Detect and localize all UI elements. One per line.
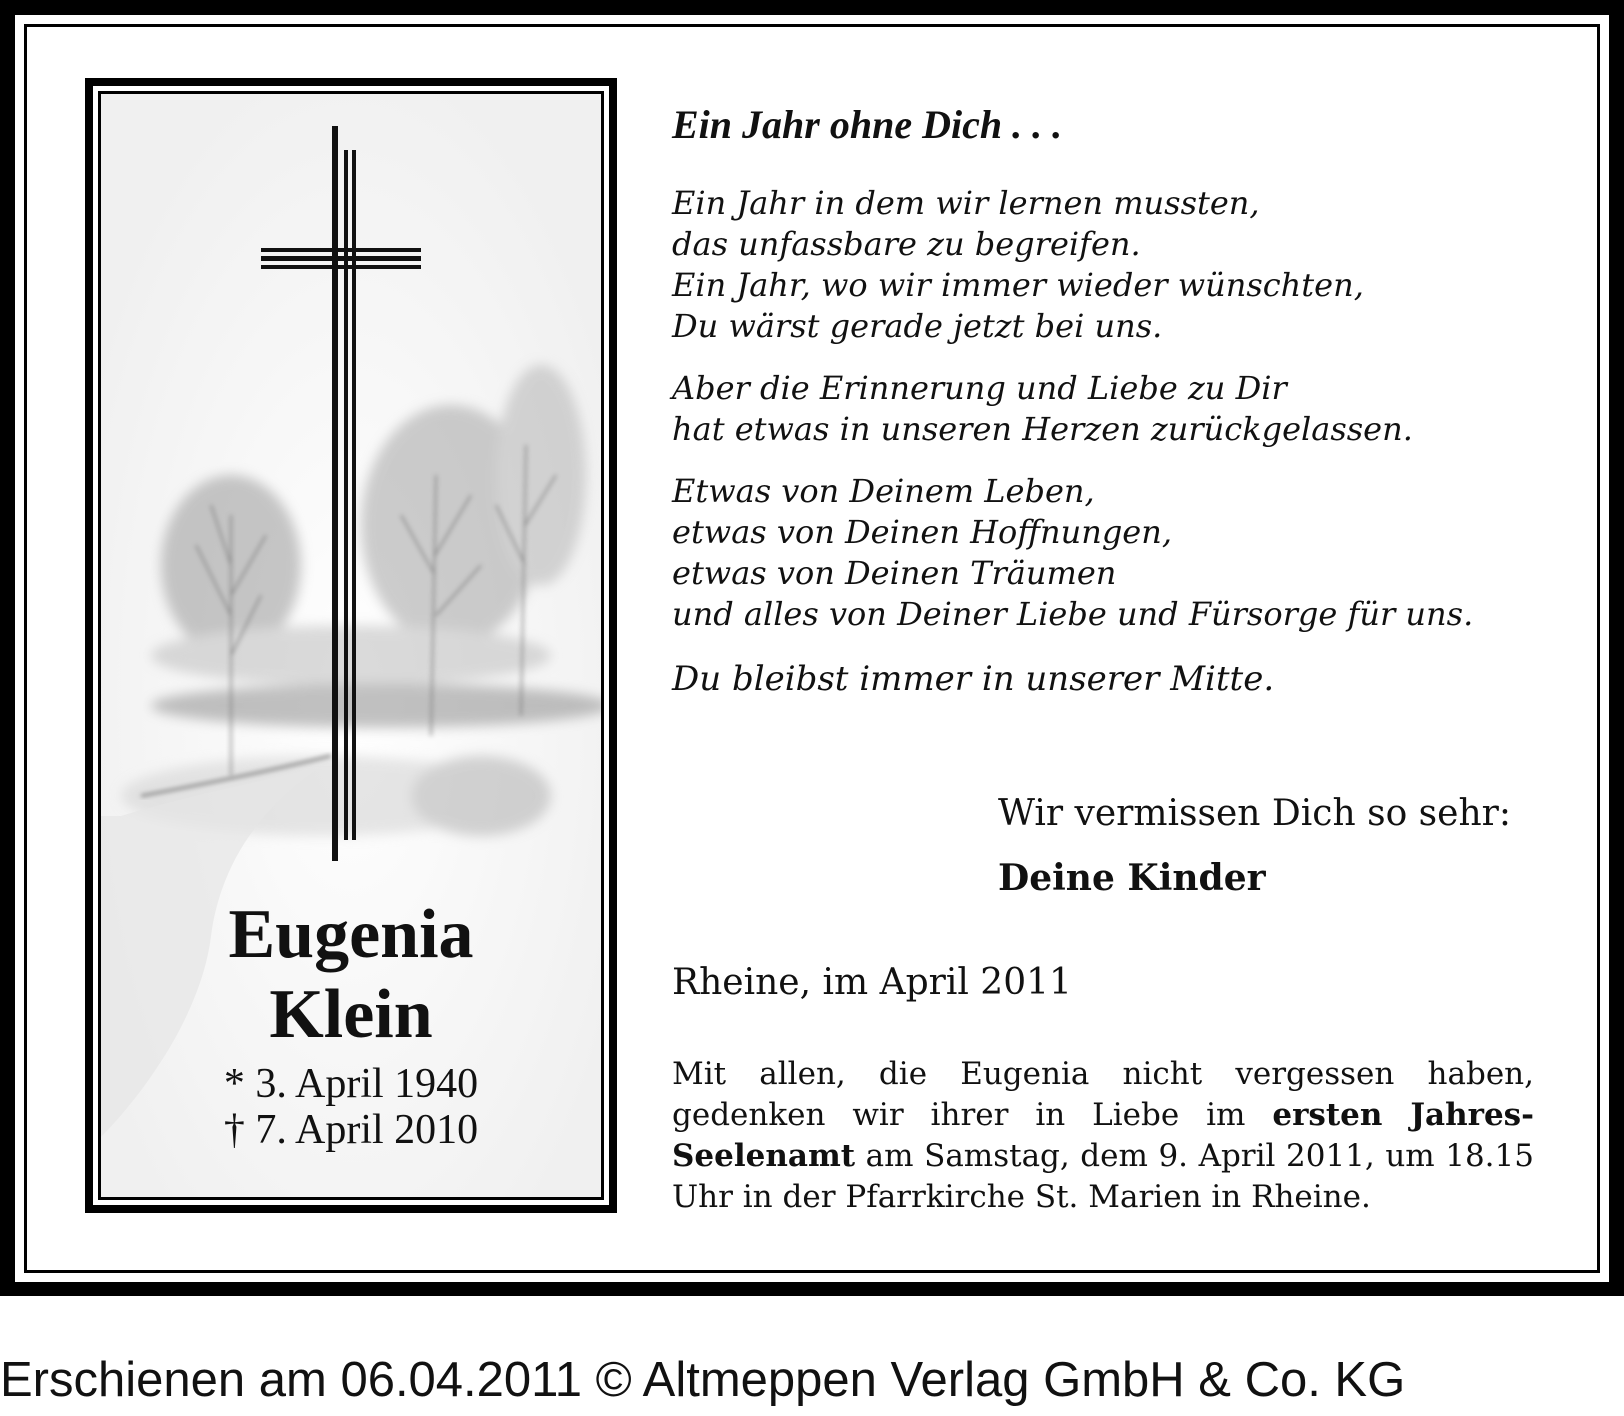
memorial-image xyxy=(98,91,604,1200)
poem-stanza-3: Etwas von Deinem Leben, etwas von Deinen Hoffnungen, etwas von Deinen Träumen und alles von Deiner Liebe und Fürsorge für uns. xyxy=(672,472,1474,633)
place-date: Rheine, im April 2011 xyxy=(672,962,1072,1003)
cross-icon xyxy=(261,126,431,876)
publication-footer: Erschienen am 06.04.2011 © Altmeppen Verlag GmbH & Co. KG xyxy=(0,1353,1406,1407)
memorial-image-frame xyxy=(85,78,617,1213)
signoff-names: Deine Kinder xyxy=(998,857,1266,899)
signoff xyxy=(998,789,1511,903)
notice-text-1: Mit allen, die Eugenia nicht vergessen haben, gedenken wir ihrer in Liebe im xyxy=(672,1056,1534,1133)
birth-date: * 3. April 1940 xyxy=(223,1061,479,1107)
memorial-service-notice xyxy=(672,1054,1534,1218)
signoff-line: Wir vermissen Dich so sehr: xyxy=(998,793,1511,834)
notice-text-2: am Samstag, dem 9. April 2011, um 18.15 Uhr in der Pfarrkirche St. Marien in Rheine. xyxy=(672,1138,1534,1215)
poem-stanza-1: Ein Jahr in dem wir lernen mussten, das unfassbare zu begreifen. Ein Jahr, wo wir immer wieder wünschten, Du wärst gerade jetzt bei uns. xyxy=(672,184,1364,345)
life-dates xyxy=(224,1061,478,1153)
poem-heading: Ein Jahr ohne Dich . . . xyxy=(672,102,1063,147)
first-name: Eugenia xyxy=(228,896,474,973)
poem-stanza-2: Aber die Erinnerung und Liebe zu Dir hat etwas in unseren Herzen zurückgelassen. xyxy=(672,369,1413,448)
poem-closing-line: Du bleibst immer in unserer Mitte. xyxy=(672,659,1275,699)
notice-service-name: ersten Jahres-Seelenamt xyxy=(672,1097,1534,1174)
last-name: Klein xyxy=(269,976,433,1053)
deceased-info xyxy=(101,895,601,1153)
death-date: † 7. April 2010 xyxy=(223,1107,479,1153)
poem-column xyxy=(672,100,1534,701)
